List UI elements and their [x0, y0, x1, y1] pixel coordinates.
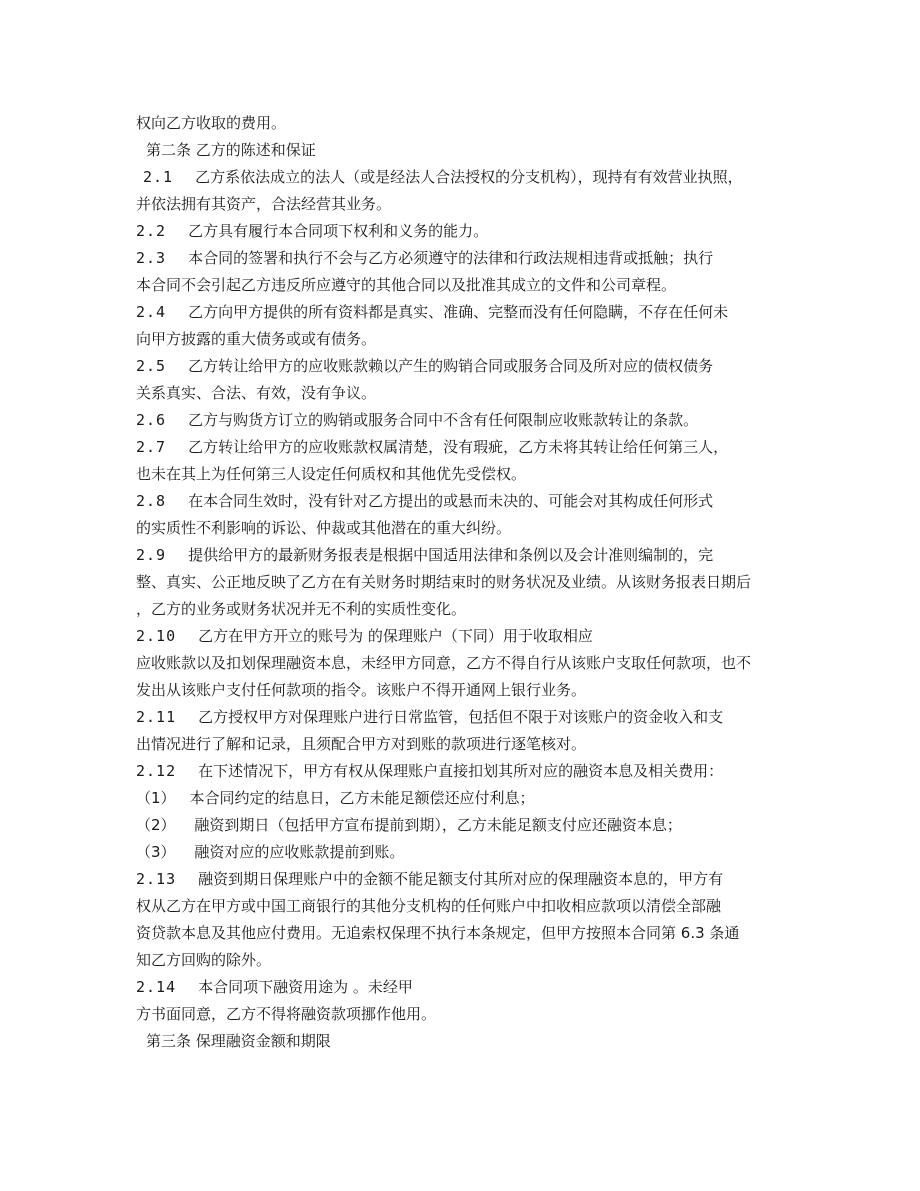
clause-2-13: 2.13 融资到期日保理账户中的金额不能足额支付其所对应的保理融资本息的，甲方有	[136, 870, 724, 888]
text-line: 关系真实、合法、有效，没有争议。	[136, 384, 377, 402]
text-line: 权从乙方在甲方或中国工商银行的其他分支机构的任何账户中扣收相应款项以清偿全部融	[136, 897, 722, 915]
section-heading-3: 第三条 保理融资金额和期限	[146, 1032, 331, 1050]
text-line: 知乙方回购的除外。	[136, 951, 272, 969]
text-line: ，乙方的业务或财务状况并无不利的实质性变化。	[136, 600, 467, 618]
clause-2-3: 2.3 本合同的签署和执行不会与乙方必须遵守的法律和行政法规相违背或抵触；执行	[136, 249, 714, 267]
text-line: 整、真实、公正地反映了乙方在有关财务时期结束时的财务状况及业绩。从该财务报表日期后	[136, 573, 752, 591]
text-line: 向甲方披露的重大债务或或有债务。	[136, 330, 377, 348]
text-line: 本合同不会引起乙方违反所应遵守的其他合同以及批准其成立的文件和公司章程。	[136, 276, 677, 294]
text-line: 并依法拥有其资产，合法经营其业务。	[136, 195, 392, 213]
text-line: 出情况进行了解和记录，且须配合甲方对到账的款项进行逐笔核对。	[136, 735, 587, 753]
clause-2-12: 2.12 在下述情况下，甲方有权从保理账户直接扣划其所对应的融资本息及相关费用：	[136, 762, 724, 780]
clause-2-4: 2.4 乙方向甲方提供的所有资料都是真实、准确、完整而没有任何隐瞒，不存在任何未	[136, 303, 729, 321]
text-line: 方书面同意，乙方不得将融资款项挪作他用。	[136, 1005, 437, 1023]
clause-2-9: 2.9 提供给甲方的最新财务报表是根据中国适用法律和条例以及会计准则编制的，完	[136, 546, 714, 564]
section-heading-2: 第二条 乙方的陈述和保证	[146, 141, 316, 159]
list-item-2: （2） 融资到期日（包括甲方宣布提前到期），乙方未能足额支付应还融资本息；	[136, 816, 682, 834]
clause-2-7: 2.7 乙方转让给甲方的应收账款权属清楚，没有瑕疵，乙方未将其转让给任何第三人，	[136, 438, 729, 456]
clause-2-8: 2.8 在本合同生效时，没有针对乙方提出的或悬而未决的、可能会对其构成任何形式	[136, 492, 714, 510]
list-item-1: （1） 本合同约定的结息日，乙方未能足额偿还应付利息；	[136, 789, 535, 807]
clause-2-11: 2.11 乙方授权甲方对保理账户进行日常监管，包括但不限于对该账户的资金收入和支	[136, 708, 724, 726]
clause-2-6: 2.6 乙方与购货方订立的购销或服务合同中不含有任何限制应收账款转让的条款。	[136, 411, 699, 429]
text-line: 也未在其上为任何第三人设定任何质权和其他优先受偿权。	[136, 465, 527, 483]
clause-2-5: 2.5 乙方转让给甲方的应收账款赖以产生的购销合同或服务合同及所对应的债权债务	[136, 357, 714, 375]
clause-2-1: 2.1 乙方系依法成立的法人（或是经法人合法授权的分支机构），现持有有效营业执照，	[143, 168, 743, 186]
text-line: 的实质性不利影响的诉讼、仲裁或其他潜在的重大纠纷。	[136, 519, 512, 537]
document-body	[0, 110, 920, 1055]
text-line: 应收账款以及扣划保理融资本息，未经甲方同意，乙方不得自行从该账户支取任何款项，也不	[136, 654, 752, 672]
text-line: 权向乙方收取的费用。	[136, 114, 287, 132]
clause-2-2: 2.2 乙方具有履行本合同项下权利和义务的能力。	[136, 222, 489, 240]
list-item-3: （3） 融资对应的应收账款提前到账。	[136, 843, 405, 861]
text-line: 发出从该账户支付任何款项的指令。该账户不得开通网上银行业务。	[136, 681, 587, 699]
clause-2-10: 2.10 乙方在甲方开立的账号为 的保理账户（下同）用于收取相应	[136, 627, 593, 645]
clause-2-14: 2.14 本合同项下融资用途为 。未经甲	[136, 978, 413, 996]
text-line: 资贷款本息及其他应付费用。无追索权保理不执行本条规定，但甲方按照本合同第 6.3 条通	[136, 924, 740, 942]
